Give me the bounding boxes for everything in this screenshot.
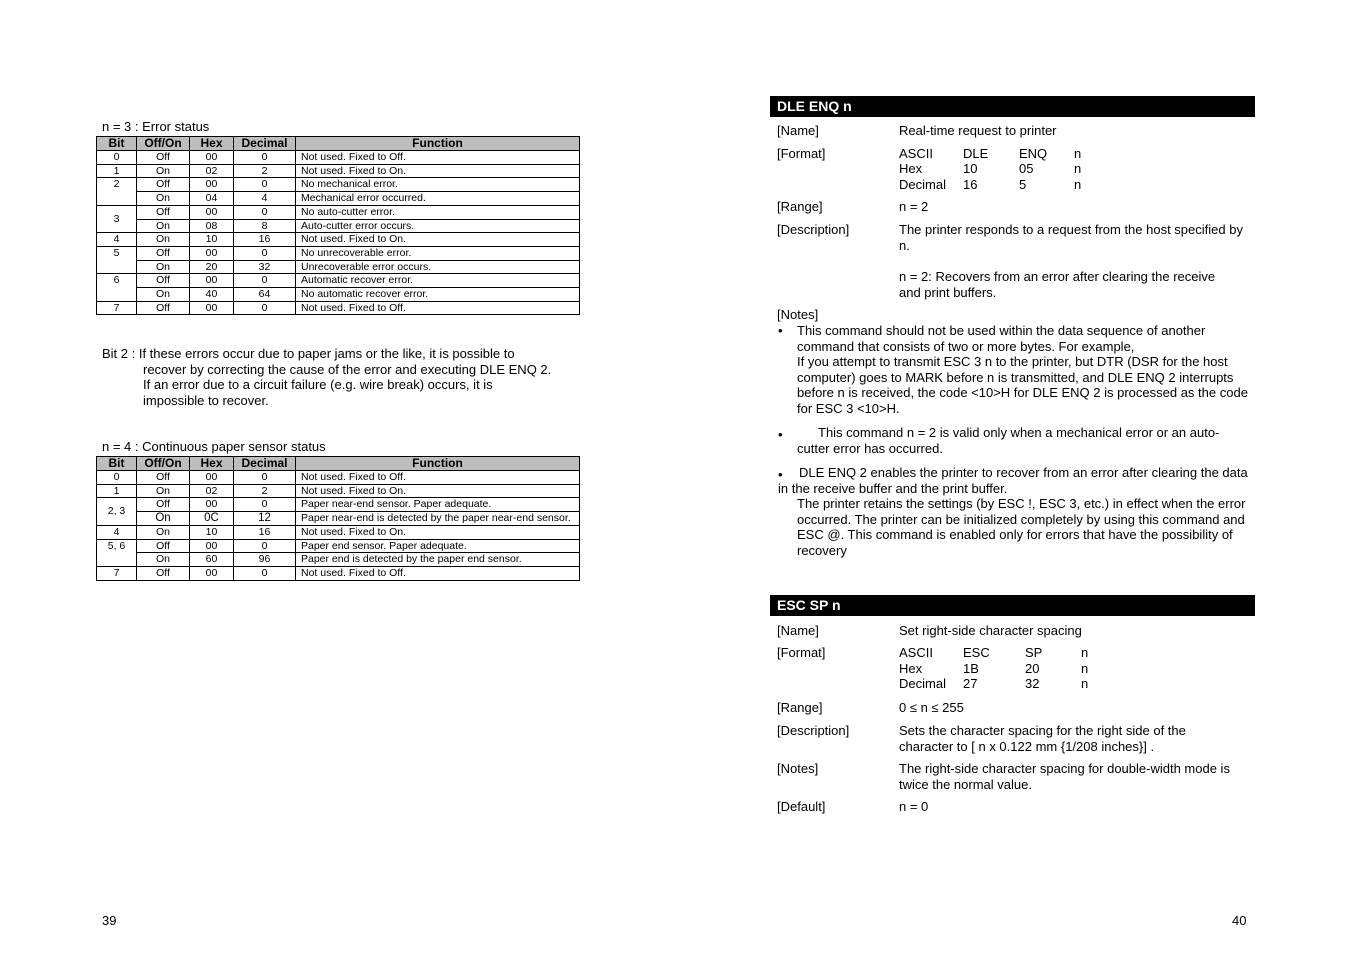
table-header-row — [97, 137, 580, 151]
bullet-icon: • — [778, 467, 783, 482]
dle-notes-label: [Notes] — [777, 307, 819, 322]
bit-cell: 3 — [97, 205, 137, 232]
table-row — [97, 471, 580, 485]
hex-cell: 00 — [190, 274, 234, 288]
hex-cell: 00 — [190, 471, 234, 485]
table-row — [97, 151, 580, 165]
table-row — [97, 484, 580, 498]
esc-notes-label: [Notes] — [777, 761, 819, 776]
function-cell: No auto-cutter error. — [296, 205, 580, 219]
dle-name-label: [Name] — [777, 123, 819, 138]
function-cell: No unrecoverable error. — [296, 246, 580, 260]
function-cell: Auto-cutter error occurs. — [296, 219, 580, 233]
offon-cell: Off — [137, 566, 190, 580]
dle-format-hex-label: Hex — [899, 161, 923, 176]
table-row — [97, 260, 580, 274]
offon-cell: On — [137, 288, 190, 302]
decimal-cell: 32 — [234, 260, 296, 274]
offon-cell: Off — [137, 151, 190, 165]
dle-format-hex-3: n — [1074, 161, 1082, 176]
function-cell: Automatic recover error. — [296, 274, 580, 288]
esc-format-hex-label: Hex — [899, 661, 923, 676]
table-row — [97, 233, 580, 247]
dle-note-3-text: DLE ENQ 2 enables the printer to recover from an error after clearing the data in the receive buffer and the print buffer. — [778, 465, 1248, 496]
header-bit: Bit — [97, 457, 137, 471]
esc-format-hex-3: n — [1081, 661, 1089, 676]
hex-cell: 10 — [190, 525, 234, 539]
bit-cell: 7 — [97, 566, 137, 580]
page-number-left: 39 — [102, 913, 117, 928]
esc-name-label: [Name] — [777, 623, 819, 638]
decimal-cell: 0 — [234, 246, 296, 260]
offon-cell: On — [137, 233, 190, 247]
hex-cell: 08 — [190, 219, 234, 233]
header-decimal: Decimal — [234, 457, 296, 471]
table1-caption: n = 3 : Error status — [102, 119, 210, 134]
bit2-note-line: If an error due to a circuit failure (e.g. wire break) occurs, it is — [143, 377, 493, 392]
header-hex: Hex — [190, 137, 234, 151]
offon-cell: Off — [137, 539, 190, 553]
decimal-cell: 2 — [234, 164, 296, 178]
dle-note-3 — [778, 465, 1249, 558]
decimal-cell: 4 — [234, 192, 296, 206]
decimal-cell: 0 — [234, 178, 296, 192]
decimal-cell: 0 — [234, 274, 296, 288]
function-cell: Not used. Fixed to On. — [296, 164, 580, 178]
dle-format-ascii-3: n — [1074, 146, 1082, 161]
esc-format-hex-2: 20 — [1025, 661, 1040, 676]
function-cell: Not used. Fixed to On. — [296, 484, 580, 498]
table-row — [97, 205, 580, 219]
function-cell: No automatic recover error. — [296, 288, 580, 302]
bit-cell: 0 — [97, 151, 137, 165]
table-header-row — [97, 457, 580, 471]
decimal-cell: 64 — [234, 288, 296, 302]
table-row — [97, 539, 580, 553]
header-function: Function — [296, 137, 580, 151]
offon-cell: On — [137, 192, 190, 206]
offon-cell: On — [137, 260, 190, 274]
esc-description-label: [Description] — [777, 723, 850, 738]
dle-note-3-detail: The printer retains the settings (by ESC !, ESC 3, etc.) in effect when the error occurred. The printer can be initialized completely by using this command and ESC @. This command is enabled only for errors that have the possibility of recovery — [797, 496, 1246, 558]
function-cell: Not used. Fixed to Off. — [296, 151, 580, 165]
table-row — [97, 192, 580, 206]
dle-format-label: [Format] — [777, 146, 826, 161]
dle-description-label: [Description] — [777, 222, 850, 237]
header-bit: Bit — [97, 137, 137, 151]
esc-format-hex-1: 1B — [963, 661, 979, 676]
table-row — [97, 498, 580, 512]
dle-format-hex-2: 05 — [1019, 161, 1034, 176]
offon-cell: On — [137, 553, 190, 567]
hex-cell: 02 — [190, 484, 234, 498]
esc-format-decimal-2: 32 — [1025, 676, 1040, 691]
hex-cell: 00 — [190, 205, 234, 219]
dle-format-hex-1: 10 — [963, 161, 978, 176]
esc-notes-value: The right-side character spacing for double-width mode is twice the normal value. — [899, 761, 1230, 792]
decimal-cell: 0 — [234, 301, 296, 315]
page-number-right: 40 — [1232, 913, 1247, 928]
bit-cell: 2 — [97, 178, 137, 205]
hex-cell: 40 — [190, 288, 234, 302]
offon-cell: On — [137, 525, 190, 539]
dle-note-2: This command n = 2 is valid only when a mechanical error or an auto-cutter error has occurred. — [797, 425, 1220, 456]
hex-cell: 0C — [190, 512, 234, 526]
bullet-icon: • — [778, 427, 783, 442]
offon-cell: Off — [137, 246, 190, 260]
table-row — [97, 219, 580, 233]
function-cell: Paper end sensor. Paper adequate. — [296, 539, 580, 553]
table-row — [97, 525, 580, 539]
bit-cell: 6 — [97, 274, 137, 301]
paper-sensor-table — [96, 456, 580, 581]
function-cell: Unrecoverable error occurs. — [296, 260, 580, 274]
hex-cell: 20 — [190, 260, 234, 274]
offon-cell: Off — [137, 498, 190, 512]
dle-format-decimal-3: n — [1074, 177, 1082, 192]
decimal-cell: 0 — [234, 539, 296, 553]
table-row — [97, 288, 580, 302]
decimal-cell: 0 — [234, 205, 296, 219]
offon-cell: Off — [137, 301, 190, 315]
hex-cell: 04 — [190, 192, 234, 206]
function-cell: Mechanical error occurred. — [296, 192, 580, 206]
esc-format-decimal-label: Decimal — [899, 676, 946, 691]
dle-enq-title-bar: DLE ENQ n — [770, 96, 1255, 117]
offon-cell: Off — [137, 178, 190, 192]
esc-default-value: n = 0 — [899, 799, 929, 814]
bit-cell: 5, 6 — [97, 539, 137, 566]
esc-sp-title-bar: ESC SP n — [770, 595, 1255, 616]
hex-cell: 10 — [190, 233, 234, 247]
function-cell: Not used. Fixed to On. — [296, 233, 580, 247]
esc-format-ascii-1: ESC — [963, 645, 990, 660]
function-cell: Not used. Fixed to Off. — [296, 301, 580, 315]
dle-range-label: [Range] — [777, 199, 823, 214]
offon-cell: On — [137, 219, 190, 233]
hex-cell: 00 — [190, 151, 234, 165]
dle-format-decimal-label: Decimal — [899, 177, 946, 192]
bit-cell: 4 — [97, 233, 137, 247]
bit-cell: 2, 3 — [97, 498, 137, 525]
hex-cell: 00 — [190, 178, 234, 192]
table-row — [97, 566, 580, 580]
esc-format-ascii-3: n — [1081, 645, 1089, 660]
function-cell: Not used. Fixed to Off. — [296, 566, 580, 580]
bit-cell: 4 — [97, 525, 137, 539]
dle-note-1 — [797, 323, 1249, 416]
dle-format-decimal-2: 5 — [1019, 177, 1027, 192]
offon-cell: Off — [137, 205, 190, 219]
hex-cell: 60 — [190, 553, 234, 567]
esc-default-label: [Default] — [777, 799, 826, 814]
decimal-cell: 96 — [234, 553, 296, 567]
esc-name-value: Set right-side character spacing — [899, 623, 1082, 638]
offon-cell: On — [137, 164, 190, 178]
dle-format-ascii-1: DLE — [963, 146, 989, 161]
dle-note-1-example: If you attempt to transmit ESC 3 n to the printer, but DTR (DSR for the host computer) goes to MARK before n is transmitted, and DLE ENQ 2 interrupts before n is received, the code <10>H for DLE ENQ 2 is processed as the code for ESC 3 <10>H. — [797, 354, 1248, 416]
dle-format-ascii-2: ENQ — [1019, 146, 1048, 161]
dle-description-1: The printer responds to a request from the host specified by n. — [899, 222, 1243, 253]
header-offon: Off/On — [137, 457, 190, 471]
table-row — [97, 246, 580, 260]
hex-cell: 00 — [190, 498, 234, 512]
function-cell: No mechanical error. — [296, 178, 580, 192]
offon-cell: Off — [137, 471, 190, 485]
dle-format-decimal-1: 16 — [963, 177, 978, 192]
bit-cell: 7 — [97, 301, 137, 315]
bit2-note-line: impossible to recover. — [143, 392, 269, 408]
header-function: Function — [296, 457, 580, 471]
table-row — [97, 512, 580, 526]
esc-format-decimal-3: n — [1081, 676, 1089, 691]
table-row — [97, 164, 580, 178]
decimal-cell: 16 — [234, 525, 296, 539]
header-decimal: Decimal — [234, 137, 296, 151]
decimal-cell: 16 — [234, 233, 296, 247]
offon-cell: Off — [137, 274, 190, 288]
esc-format-ascii-label: ASCII — [899, 645, 933, 660]
table2-caption: n = 4 : Continuous paper sensor status — [102, 439, 326, 454]
esc-format-ascii-2: SP — [1025, 645, 1043, 660]
dle-range-value: n = 2 — [899, 199, 929, 214]
decimal-cell: 0 — [234, 151, 296, 165]
esc-description-value: Sets the character spacing for the right side of the character to [ n x 0.122 mm {1/208 inches}] . — [899, 723, 1186, 754]
decimal-cell: 12 — [234, 512, 296, 526]
offon-cell: On — [137, 484, 190, 498]
bit-cell: 1 — [97, 164, 137, 178]
table-row — [97, 178, 580, 192]
dle-description-2: n = 2: Recovers from an error after clearing the receive and print buffers. — [899, 269, 1216, 300]
table-row — [97, 274, 580, 288]
bit2-note-line: recover by correcting the cause of the error and executing DLE ENQ 2. — [143, 361, 552, 377]
hex-cell: 00 — [190, 301, 234, 315]
dle-name-value: Real-time request to printer — [899, 123, 1057, 138]
hex-cell: 02 — [190, 164, 234, 178]
decimal-cell: 8 — [234, 219, 296, 233]
bit2-note — [102, 346, 582, 408]
bullet-icon: • — [778, 323, 783, 338]
dle-note-1-text: This command should not be used within the data sequence of another command that consists of two or more bytes. For example, — [797, 323, 1206, 354]
offon-cell: On — [137, 512, 190, 526]
function-cell: Not used. Fixed to Off. — [296, 471, 580, 485]
function-cell: Not used. Fixed to On. — [296, 525, 580, 539]
header-offon: Off/On — [137, 137, 190, 151]
esc-range-label: [Range] — [777, 700, 823, 715]
esc-range-value: 0 ≤ n ≤ 255 — [899, 700, 964, 715]
bit2-note-line: Bit 2 : If these errors occur due to paper jams or the like, it is possible to — [102, 346, 515, 361]
esc-format-label: [Format] — [777, 645, 826, 660]
function-cell: Paper near-end is detected by the paper near-end sensor. — [296, 512, 580, 526]
table-row — [97, 553, 580, 567]
error-status-table — [96, 136, 580, 315]
table-row — [97, 301, 580, 315]
decimal-cell: 0 — [234, 498, 296, 512]
hex-cell: 00 — [190, 246, 234, 260]
bit-cell: 0 — [97, 471, 137, 485]
bit-cell: 1 — [97, 484, 137, 498]
decimal-cell: 2 — [234, 484, 296, 498]
esc-format-decimal-1: 27 — [963, 676, 978, 691]
header-hex: Hex — [190, 457, 234, 471]
decimal-cell: 0 — [234, 471, 296, 485]
bit-cell: 5 — [97, 246, 137, 273]
decimal-cell: 0 — [234, 566, 296, 580]
function-cell: Paper end is detected by the paper end sensor. — [296, 553, 580, 567]
hex-cell: 00 — [190, 566, 234, 580]
hex-cell: 00 — [190, 539, 234, 553]
function-cell: Paper near-end sensor. Paper adequate. — [296, 498, 580, 512]
dle-format-ascii-label: ASCII — [899, 146, 933, 161]
